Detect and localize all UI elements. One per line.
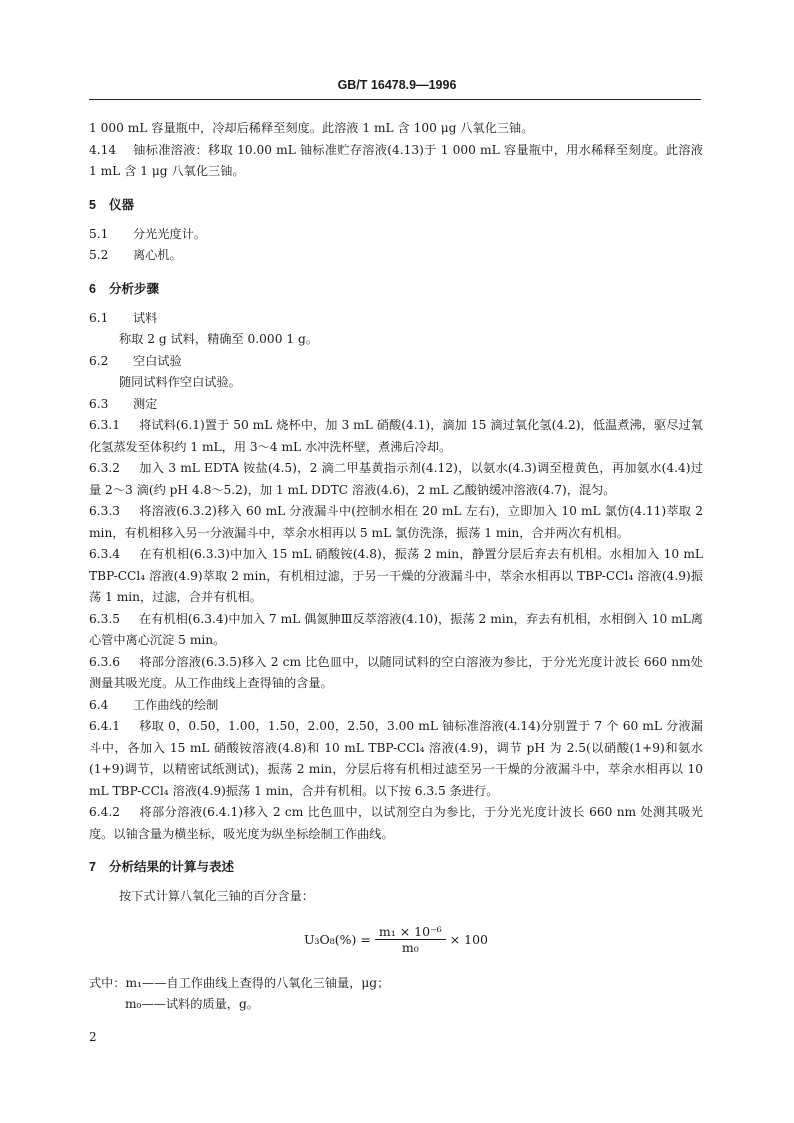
clause-number: 6.3.2 (89, 461, 121, 475)
clause-6-4-2 (89, 802, 703, 845)
clause-6-4-1 (89, 716, 703, 802)
page-number: 2 (89, 1030, 97, 1044)
clause-6-1 (89, 308, 703, 330)
section-number: 5 (89, 197, 96, 212)
clause-number: 4.14 (89, 142, 117, 157)
clause-text: 在有机相(6.3.4)中加入 7 mL 偶氮胂Ⅲ反萃溶液(4.10)，振荡 2 min，弃去有机相，水相倒入 10 mL离心管中离心沉淀 5 min。 (89, 611, 703, 647)
clause-6-3-1 (89, 415, 703, 458)
section-title: 分析结果的计算与表述 (109, 860, 235, 874)
formula-legend-m0: m₀——试料的质量，g。 (125, 996, 259, 1011)
clause-number: 5.2 (89, 248, 109, 262)
clause-number: 6.4 (89, 697, 109, 712)
clause-number: 6.1 (89, 310, 109, 325)
section-title: 仪器 (109, 197, 135, 212)
section-5-heading (89, 195, 703, 215)
section-6-heading (89, 279, 703, 299)
clause-6-1-text: 称取 2 g 试料，精确至 0.000 1 g。 (119, 332, 318, 346)
formula-numerator: m₁ × 10⁻⁶ (375, 924, 446, 940)
clause-title: 试料 (133, 310, 158, 325)
clause-number: 5.1 (89, 226, 109, 241)
clause-6-2 (89, 351, 703, 373)
clause-number: 6.4.1 (89, 719, 121, 733)
clause-6-2-text: 随同试料作空白试验。 (119, 375, 241, 389)
page-header: GB/T 16478.9—1996 (337, 78, 457, 92)
clause-6-3-5 (89, 609, 703, 652)
clause-text: 移取 0，0.50，1.00，1.50，2.00，2.50，3.00 mL 铀标准溶液(4.14)分别置于 7 个 60 mL 分液漏斗中，各加入 15 mL 硝酸铵溶液(4.8)和 10 mL TBP-CCl₄ 溶液(4.9)，调节 pH 为 2.5(以硝酸(1+9)和氨水(1+9)调节，以精密试纸测试)，振荡 2 min，分层后将有机相过滤至另一干燥的分液漏斗中，萃余水相再以 10 mL TBP-CCl₄ 溶液(4.9)振荡 1 min，合并有机相。以下按 6.3.5 条进行。 (89, 719, 703, 798)
clause-text: 加入 3 mL EDTA 铵盐(4.5)，2 滴二甲基黄指示剂(4.12)，以氨水(4.3)调至橙黄色，再加氨水(4.4)过量 2～3 滴(约 pH 4.8～5.2)，加 1 mL DDTC 溶液(4.6)，2 mL 乙酸钠缓冲溶液(4.7)，混匀。 (89, 461, 703, 497)
paragraph-continued: 1 000 mL 容量瓶中，冷却后稀释至刻度。此溶液 1 mL 含 100 μg 八氧化三铀。 (89, 121, 534, 135)
formula-denominator: m₀ (401, 939, 419, 955)
clause-6-3 (89, 394, 703, 416)
clause-6-3-4 (89, 544, 703, 609)
clause-text: 将部分溶液(6.3.5)移入 2 cm 比色皿中，以随同试料的空白溶液为参比，于分光光度计波长 660 nm处测量其吸光度。从工作曲线上查得铀的含量。 (89, 654, 703, 690)
clause-text: 在有机相(6.3.3)中加入 15 mL 硝酸铵(4.8)，振荡 2 min，静置分层后弃去有机相。水相加入 10 mL TBP-CCl₄ 溶液(4.9)萃取 2 min，有机相过滤，于另一干燥的分液漏斗中，萃余水相再以 TBP-CCl₄ 溶液(4.9)振荡 1 min，过滤，合并有机相。 (89, 547, 703, 604)
clause-title: 空白试验 (133, 353, 182, 368)
clause-number: 6.2 (89, 353, 109, 368)
clause-text: 铀标准溶液：移取 10.00 mL 铀标准贮存溶液(4.13)于 1 000 mL 容量瓶中，用水稀释至刻度。此溶液 1 mL 含 1 μg 八氧化三铀。 (89, 142, 703, 178)
clause-number: 6.3.3 (89, 504, 121, 518)
clause-6-4 (89, 695, 703, 717)
formula-layout (300, 924, 492, 955)
clause-text: 将溶液(6.3.2)移入 60 mL 分液漏斗中(控制水相在 20 mL 左右)，立即加入 10 mL 氯仿(4.11)萃取 2 min，有机相移入另一分液漏斗中，萃余水相再以 5 mL 氯仿洗涤，振荡 1 min，合并两次有机相。 (89, 504, 703, 540)
clause-title: 工作曲线的绘制 (133, 697, 219, 712)
formula-legend-m1: 式中：m₁——自工作曲线上查得的八氧化三铀量，μg； (89, 975, 390, 990)
section-number: 6 (89, 281, 96, 296)
clause-4-14 (89, 140, 703, 183)
clause-text: 离心机。 (133, 248, 182, 262)
section-7-heading (89, 857, 703, 877)
formula-intro: 按下式计算八氧化三铀的百分含量： (119, 889, 314, 903)
document-body (89, 118, 703, 1015)
section-number: 7 (89, 860, 96, 874)
clause-6-3-2 (89, 458, 703, 501)
clause-number: 6.3.4 (89, 547, 121, 561)
formula-rhs: × 100 (449, 931, 488, 947)
clause-text: 将试料(6.1)置于 50 mL 烧杯中，加 3 mL 硝酸(4.1)，滴加 15 滴过氧化氢(4.2)，低温煮沸，驱尽过氧化氢蒸发至体积约 1 mL，用 3～4 mL 水冲洗杯壁，煮沸后冷却。 (89, 418, 703, 454)
clause-6-3-3 (89, 501, 703, 544)
clause-number: 6.3.1 (89, 418, 121, 432)
clause-number: 6.3.5 (89, 611, 121, 626)
clause-title: 测定 (133, 396, 158, 411)
formula-lhs: U₃O₈(%) = (303, 931, 371, 947)
clause-number: 6.3 (89, 396, 109, 411)
clause-number: 6.3.6 (89, 654, 121, 669)
clause-5-2 (89, 245, 703, 267)
result-formula (89, 924, 703, 955)
clause-text: 将部分溶液(6.4.1)移入 2 cm 比色皿中，以试剂空白为参比，于分光光度计波长 660 nm 处测其吸光度。以铀含量为横坐标，吸光度为纵坐标绘制工作曲线。 (89, 805, 703, 841)
clause-6-3-6 (89, 652, 703, 695)
clause-number: 6.4.2 (89, 805, 121, 819)
clause-5-1 (89, 224, 703, 246)
header-rule (89, 99, 701, 100)
section-title: 分析步骤 (109, 281, 160, 296)
clause-text: 分光光度计。 (133, 226, 207, 241)
